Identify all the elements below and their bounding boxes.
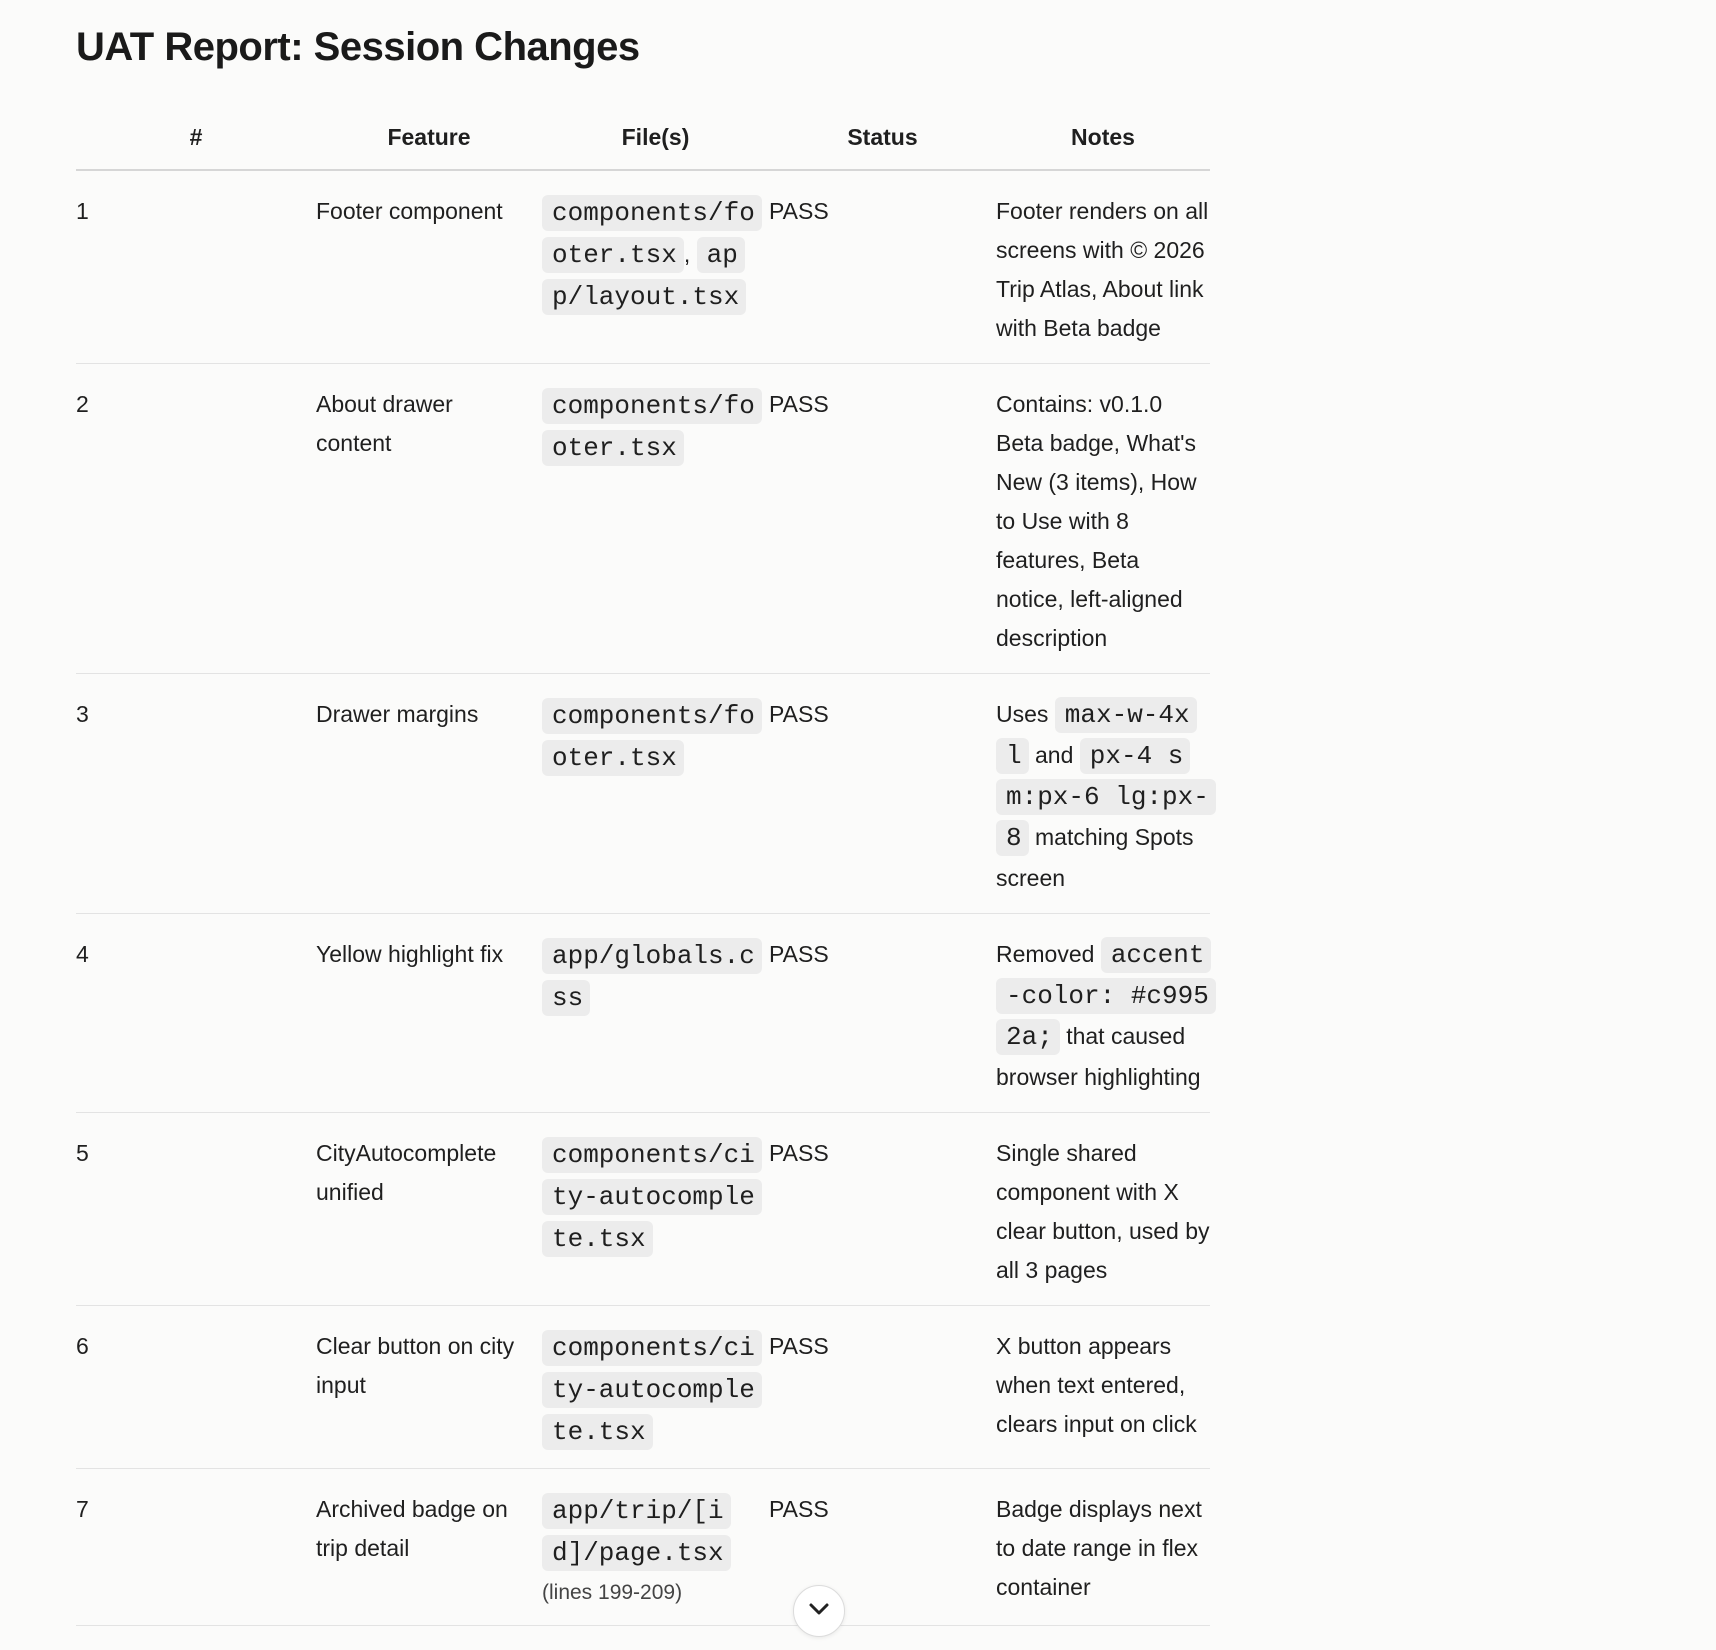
- row-files: [542, 364, 769, 674]
- row-notes: Contains: v0.1.0 Beta badge, What's New (3 items), How to Use with 8 features, Beta notice, left-aligned description: [996, 364, 1210, 674]
- row-status: PASS: [769, 1469, 996, 1626]
- table-row: [76, 1469, 1210, 1626]
- scroll-down-button[interactable]: [793, 1585, 845, 1637]
- table-row: [76, 364, 1210, 674]
- row-files: [542, 674, 769, 914]
- header-num: #: [76, 112, 316, 170]
- row-feature: Clear button on city input: [316, 1306, 542, 1469]
- row-notes: [996, 674, 1210, 914]
- file-code: components/city-autocomplete.tsx: [542, 1330, 762, 1450]
- header-files: File(s): [542, 112, 769, 170]
- file-code: app/globals.css: [542, 938, 762, 1016]
- row-status: PASS: [769, 1113, 996, 1306]
- row-feature: Footer component: [316, 170, 542, 364]
- page-title: UAT Report: Session Changes: [76, 25, 640, 69]
- notes-text: Removed: [996, 941, 1095, 967]
- row-files: [542, 1469, 769, 1626]
- row-files: [542, 1306, 769, 1469]
- file-code: components/footer.tsx: [542, 195, 762, 273]
- row-status: PASS: [769, 364, 996, 674]
- row-number: 4: [76, 914, 316, 1113]
- row-feature: About drawer content: [316, 364, 542, 674]
- row-notes: Badge displays next to date range in flex container: [996, 1469, 1210, 1626]
- row-status: PASS: [769, 1306, 996, 1469]
- row-number: 2: [76, 364, 316, 674]
- row-notes: X button appears when text entered, clears input on click: [996, 1306, 1210, 1469]
- row-files: [542, 1113, 769, 1306]
- row-feature: Yellow highlight fix: [316, 914, 542, 1113]
- row-notes: Footer renders on all screens with © 2026 Trip Atlas, About link with Beta badge: [996, 170, 1210, 364]
- row-feature: Archived badge on trip detail: [316, 1469, 542, 1626]
- table-row: [76, 914, 1210, 1113]
- row-status: PASS: [769, 170, 996, 364]
- row-notes: Single shared component with X clear button, used by all 3 pages: [996, 1113, 1210, 1306]
- notes-code: accent-color: #c9952a;: [996, 937, 1216, 1055]
- file-code: components/footer.tsx: [542, 388, 762, 466]
- file-code: components/city-autocomplete.tsx: [542, 1137, 762, 1257]
- file-lines-note: (lines 199-209): [542, 1581, 683, 1604]
- uat-table: [76, 112, 1210, 1626]
- row-status: PASS: [769, 674, 996, 914]
- notes-text: and: [1035, 742, 1074, 768]
- row-number: 7: [76, 1469, 316, 1626]
- chevron-down-icon: [808, 1602, 830, 1621]
- row-feature: Drawer margins: [316, 674, 542, 914]
- table-row: [76, 674, 1210, 914]
- row-number: 1: [76, 170, 316, 364]
- row-number: 3: [76, 674, 316, 914]
- notes-code: max-w-4xl: [996, 697, 1197, 774]
- header-status: Status: [769, 112, 996, 170]
- header-feature: Feature: [316, 112, 542, 170]
- notes-text: matching Spots screen: [996, 824, 1194, 891]
- row-status: PASS: [769, 914, 996, 1113]
- row-number: 5: [76, 1113, 316, 1306]
- table-row: [76, 1113, 1210, 1306]
- file-code: components/footer.tsx: [542, 698, 762, 776]
- table-row: [76, 1306, 1210, 1469]
- table-header-row: [76, 112, 1210, 170]
- document: [76, 0, 1210, 1626]
- row-notes: [996, 914, 1210, 1113]
- row-files: [542, 914, 769, 1113]
- header-notes: Notes: [996, 112, 1210, 170]
- file-code: app/trip/[id]/page.tsx: [542, 1493, 731, 1571]
- notes-text: that caused browser highlighting: [996, 1023, 1201, 1090]
- row-feature: CityAutocomplete unified: [316, 1113, 542, 1306]
- file-code: app/layout.tsx: [542, 237, 746, 315]
- row-files: components/footer.tsx , app/layout.tsx: [542, 170, 769, 364]
- row-number: 6: [76, 1306, 316, 1469]
- notes-text: Uses: [996, 701, 1049, 727]
- table-row: [76, 170, 1210, 364]
- notes-code: px-4 sm:px-6 lg:px-8: [996, 738, 1216, 856]
